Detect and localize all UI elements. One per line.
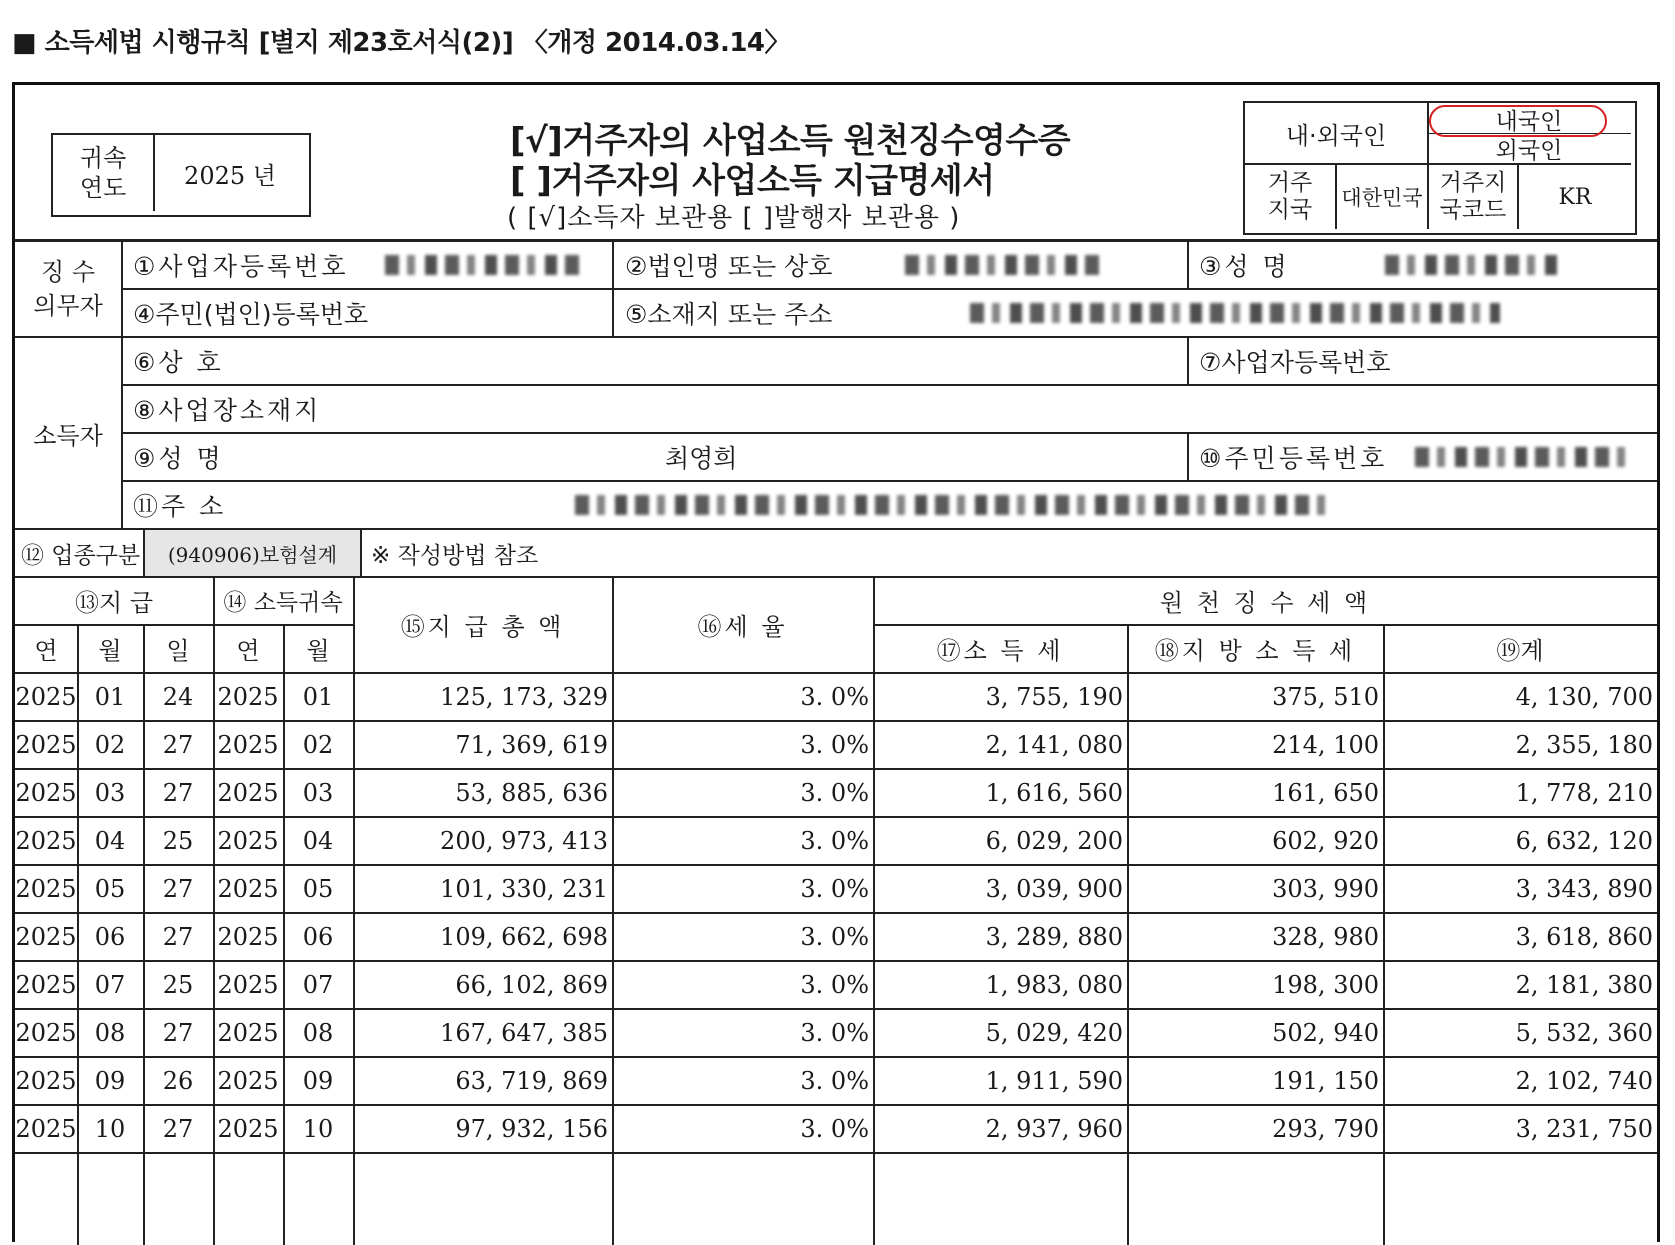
local-income-tax-cell: 198, 300 [1272,971,1379,999]
attribution-month-cell: 01 [302,683,334,711]
payment-month-cell: 06 [94,923,126,951]
attribution-month-cell: 05 [302,875,334,903]
payment-day-cell: 27 [162,779,194,807]
payment-total-cell: 101, 330, 231 [440,875,608,903]
tax-rate-cell: 3. 0% [800,1019,869,1047]
payment-year-cell: 2025 [15,875,77,903]
nationality-label: 내·외국인 [1285,121,1387,150]
attribution-year-value: 2025 년 [184,161,276,190]
residence-code-label: 거주지 국코드 [1439,170,1507,223]
payer-biz-reg-label: ①사업자등록번호 [133,251,349,281]
local-income-tax-cell: 602, 920 [1272,827,1379,855]
sub-header-month: 월 [98,636,122,665]
tax-rate-cell: 3. 0% [800,1115,869,1143]
payment-day-cell: 27 [162,1019,194,1047]
income-tax-cell: 3, 289, 880 [985,923,1123,951]
total-tax-cell: 2, 355, 180 [1515,731,1653,759]
tax-rate-cell: 3. 0% [800,971,869,999]
attribution-year-cell: 2025 [217,683,279,711]
payment-day-cell: 25 [162,971,194,999]
total-tax-cell: 1, 778, 210 [1515,779,1653,807]
total-tax-cell: 4, 130, 700 [1515,683,1653,711]
attribution-month-cell: 08 [302,1019,334,1047]
redacted-value [1415,447,1625,467]
income-tax-cell: 1, 983, 080 [985,971,1123,999]
income-tax-cell: 1, 616, 560 [985,779,1123,807]
payment-day-cell: 27 [162,875,194,903]
total-tax-cell: 3, 231, 750 [1515,1115,1653,1143]
redacted-value [575,495,1325,515]
tax-rate-cell: 3. 0% [800,827,869,855]
income-tax-cell: 2, 937, 960 [985,1115,1123,1143]
sub-header-month: 월 [306,636,330,665]
payment-day-cell: 27 [162,731,194,759]
attribution-month-cell: 06 [302,923,334,951]
payment-total-cell: 63, 719, 869 [455,1067,608,1095]
residence-country-label: 거주 지국 [1267,170,1313,223]
total-tax-cell: 5, 532, 360 [1515,1019,1653,1047]
earner-section-label: 소득자 [33,421,103,450]
attribution-year-cell: 2025 [217,971,279,999]
tax-rate-header: ⑯세 율 [697,612,788,641]
payment-day-cell: 27 [162,1115,194,1143]
payment-day-cell: 27 [162,923,194,951]
local-income-tax-cell: 502, 940 [1272,1019,1379,1047]
payment-month-cell: 07 [94,971,126,999]
total-tax-cell: 3, 343, 890 [1515,875,1653,903]
payment-month-cell: 08 [94,1019,126,1047]
payment-year-cell: 2025 [15,827,77,855]
payment-year-cell: 2025 [15,971,77,999]
payment-month-cell: 05 [94,875,126,903]
total-tax-header: ⑲계 [1496,636,1544,665]
payment-total-cell: 109, 662, 698 [440,923,608,951]
sub-header-year: 연 [236,636,260,665]
withholding-receipt-form [12,82,1660,1242]
income-tax-cell: 1, 911, 590 [985,1067,1123,1095]
income-tax-cell: 5, 029, 420 [985,1019,1123,1047]
redacted-value [385,255,585,275]
income-attribution-header: ⑭ 소득귀속 [223,589,343,616]
redacted-value [1385,255,1565,275]
payment-total-cell: 167, 647, 385 [440,1019,608,1047]
attribution-year-label: 귀속 연도 [79,144,127,202]
payment-month-cell: 10 [94,1115,126,1143]
local-income-tax-cell: 191, 150 [1272,1067,1379,1095]
local-income-tax-cell: 214, 100 [1272,731,1379,759]
attribution-month-cell: 09 [302,1067,334,1095]
payment-date-header: ⑬지 급 [75,588,153,617]
attribution-month-cell: 03 [302,779,334,807]
payment-total-cell: 97, 932, 156 [455,1115,608,1143]
tax-rate-cell: 3. 0% [800,731,869,759]
payer-resident-no-label: ④주민(법인)등록번호 [133,300,369,329]
option-foreign[interactable]: 외국인 [1495,138,1563,164]
nationality-box [1243,101,1637,235]
attribution-year-cell: 2025 [217,875,279,903]
payment-total-header: ⑮지 급 총 액 [400,612,565,641]
attribution-year-cell: 2025 [217,827,279,855]
tax-rate-cell: 3. 0% [800,779,869,807]
local-income-tax-cell: 328, 980 [1272,923,1379,951]
local-income-tax-cell: 303, 990 [1272,875,1379,903]
attribution-year-cell: 2025 [217,1067,279,1095]
earner-biz-reg-label: ⑦사업자등록번호 [1199,348,1391,377]
income-tax-cell: 3, 755, 190 [985,683,1123,711]
payer-company-label: ②법인명 또는 상호 [625,251,833,281]
payment-year-cell: 2025 [15,923,77,951]
earner-workplace-label: ⑧사업장소재지 [133,396,322,425]
payment-month-cell: 09 [94,1067,126,1095]
payment-total-cell: 200, 973, 413 [440,827,608,855]
attribution-year-cell: 2025 [217,1019,279,1047]
writing-guide-note: ※ 작성방법 참조 [371,542,539,569]
payment-day-cell: 24 [162,683,194,711]
total-tax-cell: 2, 181, 380 [1515,971,1653,999]
residence-code-value: KR [1558,184,1592,210]
sub-header-day: 일 [166,636,190,665]
attribution-month-cell: 10 [302,1115,334,1143]
payment-total-cell: 125, 173, 329 [440,683,608,711]
payment-day-cell: 26 [162,1067,194,1095]
attribution-month-cell: 07 [302,971,334,999]
income-tax-cell: 2, 141, 080 [985,731,1123,759]
income-tax-cell: 3, 039, 900 [985,875,1123,903]
tax-rate-cell: 3. 0% [800,683,869,711]
payment-total-cell: 66, 102, 869 [455,971,608,999]
option-domestic[interactable]: 내국인 [1495,108,1563,135]
form-header: ■ 소득세법 시행규칙 [별지 제23호서식(2)] 〈개정 2014.03.14〉 [12,28,791,58]
payer-address-label: ⑤소재지 또는 주소 [625,300,833,329]
redacted-value [970,303,1500,323]
local-income-tax-cell: 375, 510 [1272,683,1379,711]
payment-total-cell: 53, 885, 636 [455,779,608,807]
income-tax-header: ⑰소 득 세 [936,636,1064,665]
attribution-year-cell: 2025 [217,923,279,951]
income-tax-cell: 6, 029, 200 [985,827,1123,855]
local-income-tax-header: ⑱지 방 소 득 세 [1154,636,1356,665]
earner-trade-name-label: ⑥상 호 [133,348,224,377]
payment-month-cell: 04 [94,827,126,855]
payment-year-cell: 2025 [15,1067,77,1095]
industry-label: ⑫ 업종구분 [21,542,141,569]
local-income-tax-cell: 161, 650 [1272,779,1379,807]
total-tax-cell: 2, 102, 740 [1515,1067,1653,1095]
payment-month-cell: 02 [94,731,126,759]
payment-month-cell: 01 [94,683,126,711]
title-receipt: [√]거주자의 사업소득 원천징수영수증 [510,121,1071,161]
withholding-tax-header: 원 천 징 수 세 액 [1159,588,1371,617]
redacted-value [905,255,1105,275]
attribution-month-cell: 02 [302,731,334,759]
local-income-tax-cell: 293, 790 [1272,1115,1379,1143]
attribution-year-cell: 2025 [217,731,279,759]
payment-total-cell: 71, 369, 619 [455,731,608,759]
payment-year-cell: 2025 [15,731,77,759]
total-tax-cell: 3, 618, 860 [1515,923,1653,951]
sub-header-year: 연 [34,636,58,665]
earner-name-value: 최영희 [665,444,738,473]
payer-name-label: ③성 명 [1199,251,1290,281]
industry-value: (940906)보험설계 [145,530,360,576]
tax-rate-cell: 3. 0% [800,923,869,951]
tax-rate-cell: 3. 0% [800,1067,869,1095]
title-copy-type: ( [√]소득자 보관용 [ ]발행자 보관용 ) [507,203,961,233]
attribution-year-box [51,133,311,217]
earner-name-label: ⑨성 명 [133,444,224,473]
attribution-month-cell: 04 [302,827,334,855]
payment-year-cell: 2025 [15,683,77,711]
payer-section-label: 징 수 의무자 [33,257,103,320]
earner-address-label: ⑪주 소 [133,492,227,521]
residence-country-value: 대한민국 [1341,186,1423,210]
payment-year-cell: 2025 [15,779,77,807]
attribution-year-cell: 2025 [217,1115,279,1143]
attribution-year-cell: 2025 [217,779,279,807]
payment-year-cell: 2025 [15,1019,77,1047]
payment-year-cell: 2025 [15,1115,77,1143]
tax-rate-cell: 3. 0% [800,875,869,903]
payment-month-cell: 03 [94,779,126,807]
total-tax-cell: 6, 632, 120 [1515,827,1653,855]
payment-day-cell: 25 [162,827,194,855]
earner-resident-no-label: ⑩주민등록번호 [1199,444,1388,473]
title-statement: [ ]거주자의 사업소득 지급명세서 [510,161,995,201]
